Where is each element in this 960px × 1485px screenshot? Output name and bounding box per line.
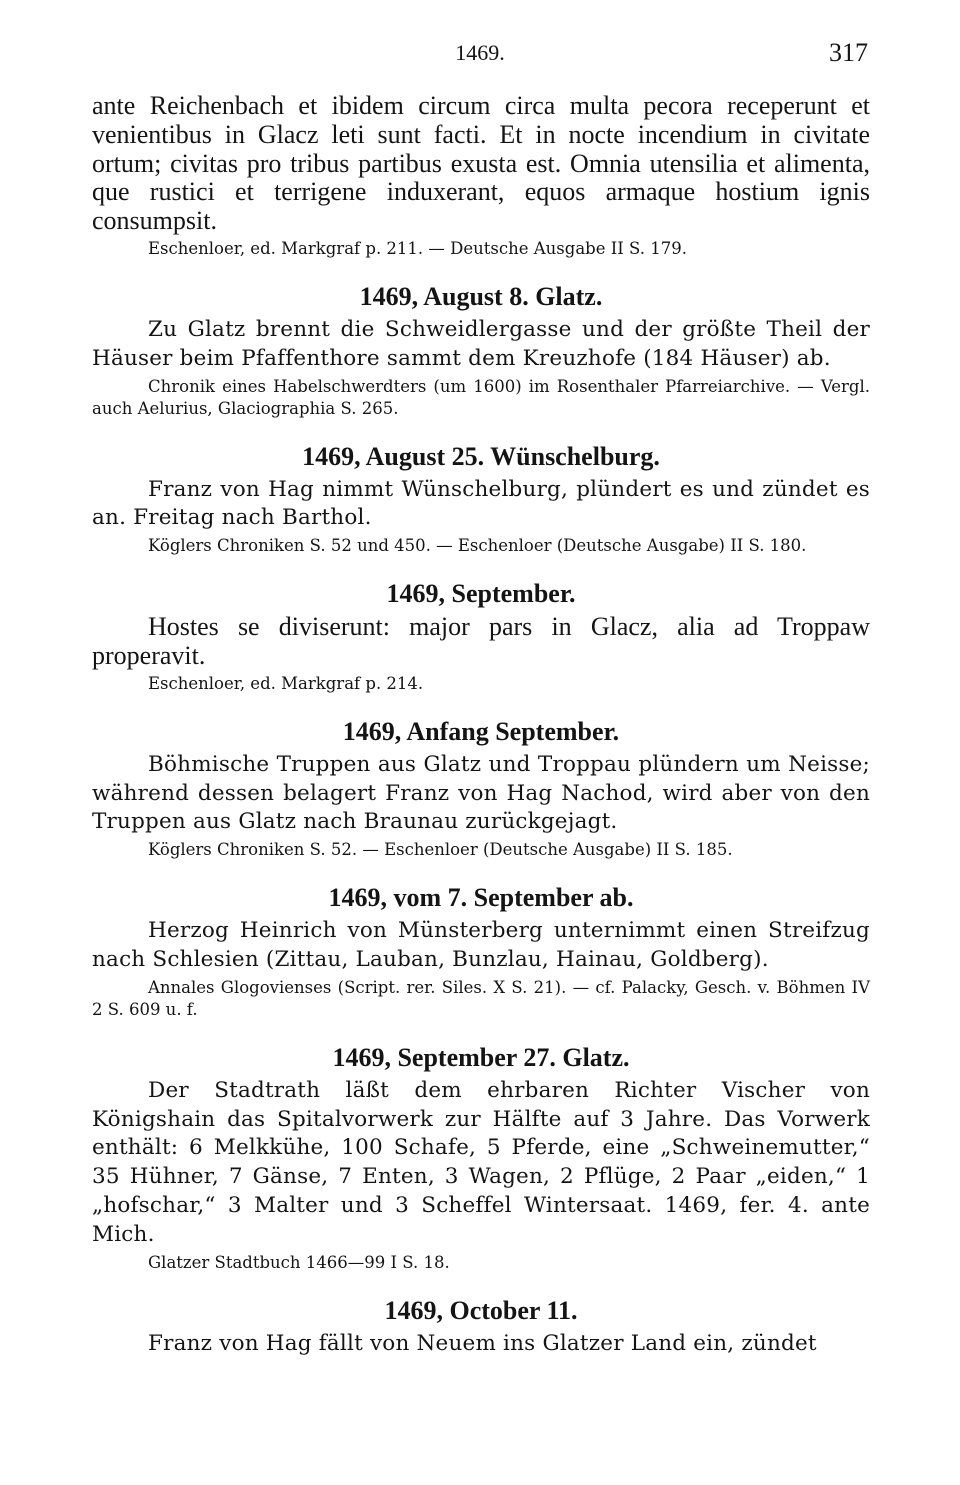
running-header-year: 1469.: [455, 40, 505, 65]
entry-heading: 1469, August 8. Glatz.: [359, 281, 603, 311]
source-citation: Eschenloer, ed. Markgraf p. 211. — Deutsche Ausgabe II S. 179.: [148, 238, 687, 258]
source-citation: Annales Glogovienses (Script. rer. Siles. X S. 21). — cf. Palacky, Gesch. v. Böhmen IV 2 S. 609 u. f.: [92, 977, 870, 1019]
text-column: [92, 92, 870, 1358]
entry-heading: 1469, Anfang September.: [342, 716, 620, 746]
source-citation: Chronik eines Habelschwerdters (um 1600) im Rosenthaler Pfarreiarchive. — Vergl. auch Aelurius, Glaciographia S. 265.: [92, 376, 870, 418]
source-citation: Köglers Chroniken S. 52 und 450. — Eschenloer (Deutsche Ausgabe) II S. 180.: [148, 536, 807, 556]
entry-text: Franz von Hag nimmt Wünschelburg, plündert es und zündet es an. Freitag nach Barthol.: [92, 476, 870, 531]
entry-heading: 1469, October 11.: [384, 1295, 578, 1325]
entry-text: Der Stadtrath läßt dem ehrbaren Richter Vischer von Königshain das Spitalvorwerk zur Hälfte auf 3 Jahre. Das Vorwerk enthält: 6 Melkkühe, 100 Schafe, 5 Pferde, eine „Schweinemutter,“ 35 Hühner, 7 Gänse, 7 Enten, 3 Wagen, 2 Pflüge, 2 Paar „eiden,“ 1 „hofschar,“ 3 Malter und 3 Scheffel Wintersaat. 1469, fer. 4. ante Mich.: [92, 1077, 870, 1247]
continued-paragraph: ante Reichenbach et ibidem circum circa multa pecora receperunt et venientibus in Glacz leti sunt facti. Et in nocte incendium in civitate ortum; civitas pro tribus partibus exusta est. Omnia utensilia et alimenta, que rustici et terrigene induxerant, equos armaque hostium ignis consumpsit.: [92, 91, 870, 236]
entry-text: Herzog Heinrich von Münsterberg unternimmt einen Streifzug nach Schlesien (Zittau, Lauban, Bunzlau, Hainau, Goldberg).: [92, 918, 870, 972]
entry-text: Hostes se diviserunt: major pars in Glacz, alia ad Troppaw properavit.: [92, 612, 870, 670]
page-number: 317: [829, 38, 868, 67]
source-citation: Eschenloer, ed. Markgraf p. 214.: [148, 673, 424, 693]
entry-heading: 1469, September.: [386, 579, 576, 609]
source-citation: Glatzer Stadtbuch 1466—99 I S. 18.: [148, 1252, 450, 1272]
source-citation: Köglers Chroniken S. 52. — Eschenloer (Deutsche Ausgabe) II S. 185.: [148, 840, 733, 860]
entry-heading: 1469, August 25. Wünschelburg.: [302, 441, 660, 471]
entry-text: Zu Glatz brennt die Schweidlergasse und der größte Theil der Häuser beim Pfaffenthore sammt dem Kreuzhofe (184 Häuser) ab.: [92, 316, 870, 371]
entry-heading: 1469, vom 7. September ab.: [328, 883, 634, 913]
entry-heading: 1469, September 27. Glatz.: [332, 1042, 630, 1072]
entry-text: Franz von Hag fällt von Neuem ins Glatzer Land ein, zündet: [148, 1330, 817, 1356]
entry-text: Böhmische Truppen aus Glatz und Troppau plündern um Neisse; während dessen belagert Franz von Hag Nachod, wird aber von den Truppen aus Glatz nach Braunau zurückgejagt.: [92, 751, 870, 835]
